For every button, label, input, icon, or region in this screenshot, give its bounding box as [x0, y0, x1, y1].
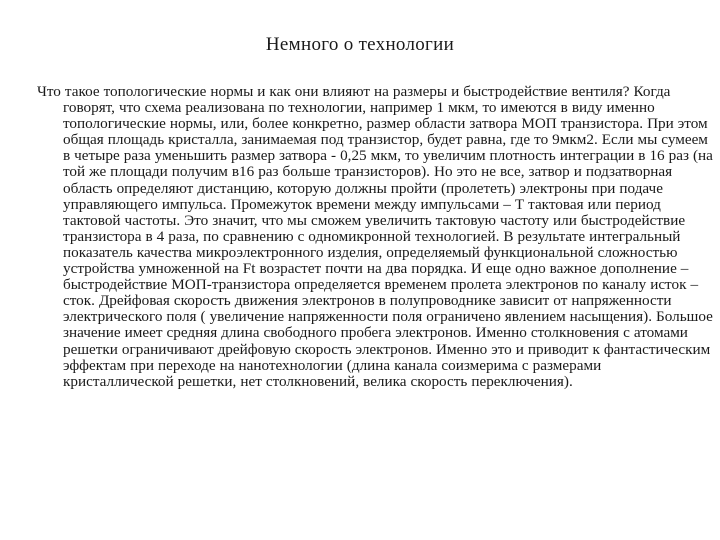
slide-title: Немного о технологии: [265, 34, 455, 55]
slide-body-text: Что такое топологические нормы и как они влияют на размеры и быстродействие вентиля? Когда говорят, что схема реализована по технологии, например 1 мкм, то имеются в виду именно топологические нормы, или, более конкретно, размер области затвора МОП транзистора. При этом общая площадь кристалла, занимаемая под транзистор, будет равна, где то 9мкм2. Если мы сумеем в четыре раза уменьшить размер затвора - 0,25 мкм, то увеличим плотность интеграции в 16 раз (на той же площади получим в16 раз больше транзисторов). Но это не все, затвор и подзатворная область определяют дистанцию, которую должны пройти (пролететь) электроны при подаче управляющего импульса. Промежуток времени между импульсами – Т тактовая или период тактовой частоты. Это значит, что мы сможем увеличить тактовую частоту или быстродействие транзистора в 4 раза, по сравнению с одномикронной технологией. В результате интегральный показатель качества микроэлектронного изделия, определяемый функциональной сложностью устройства умноженной на Ft возрастет почти на два порядка. И еще одно важное дополнение – быстродействие МОП-транзистора определяется временем пролета электронов по каналу исток – сток. Дрейфовая скорость движения электронов в полупроводнике зависит от напряженности электрического поля ( увеличение напряженности поля ограничено явлением насыщения). Большое значение имеет средняя длина свободного пробега электронов. Именно столкновения с атомами решетки ограничивают дрейфовую скорость электронов. Именно это и приводит к фантастическим эффектам при переходе на нанотехнологии (длина канала соизмерима с размерами кристаллической решетки, нет столкновений, велика скорость переключения).: [37, 83, 713, 390]
